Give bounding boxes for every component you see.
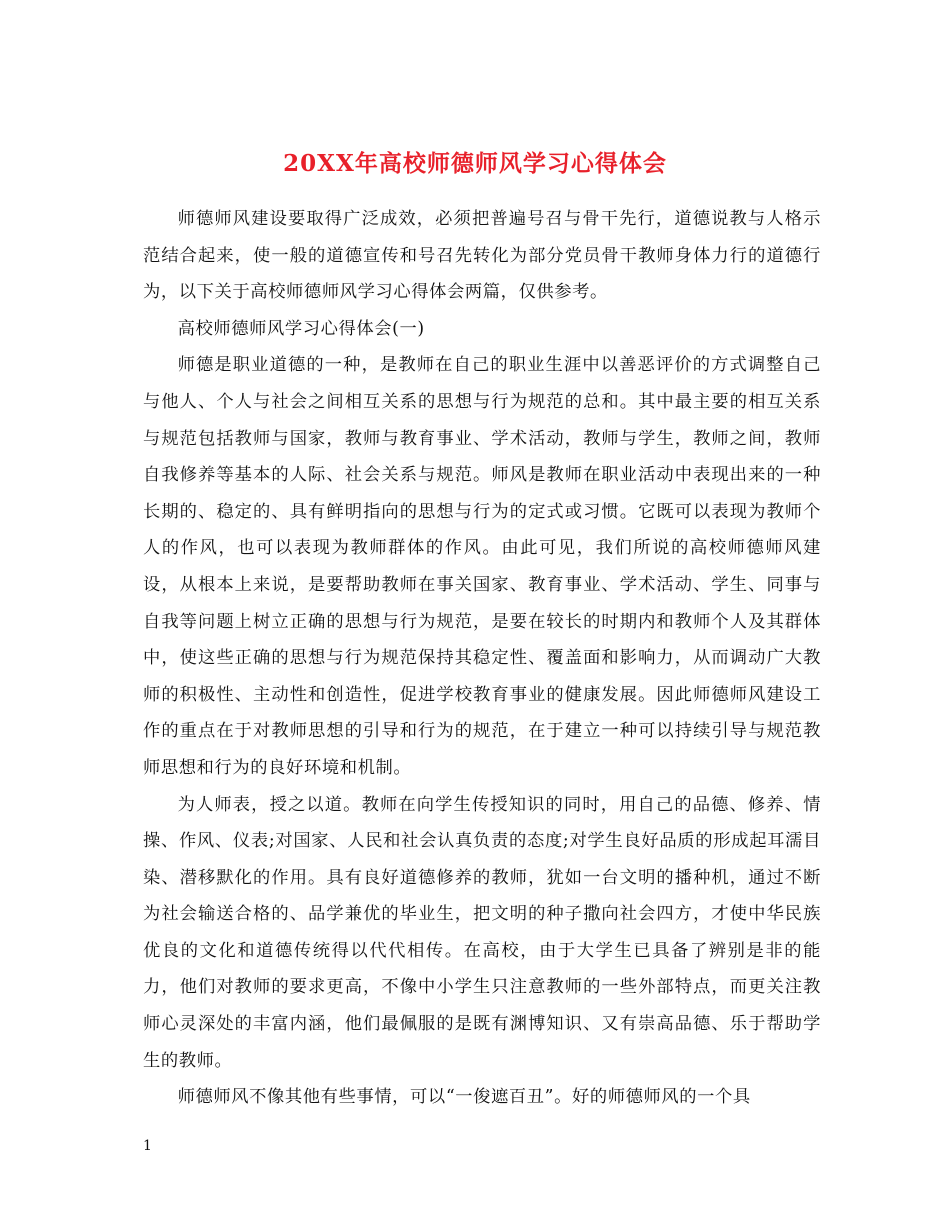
intro-paragraph: 师德师风建设要取得广泛成效，必须把普遍号召与骨干先行，道德说教与人格示范结合起来，使一般的道德宣传和号召先转化为部分党员骨干教师身体力行的道德行为，以下关于高校师德师风学习心得体会两篇，仅供参考。 <box>143 209 821 303</box>
section-heading: 高校师德师风学习心得体会(一) <box>177 318 425 339</box>
document-title: 20XX年高校师德师风学习心得体会 <box>283 150 667 178</box>
page-number: 1 <box>143 1138 152 1154</box>
body-paragraph: 师德师风不像其他有些事情，可以“一俊遮百丑”。好的师德师风的一个具 <box>177 1087 751 1108</box>
body-paragraph: 师德是职业道德的一种，是教师在自己的职业生涯中以善恶评价的方式调整自己与他人、个人与社会之间相互关系的思想与行为规范的总和。其中最主要的相互关系与规范包括教师与国家，教师与教育事业、学术活动，教师与学生，教师之间，教师自我修养等基本的人际、社会关系与规范。师风是教师在职业活动中表现出来的一种长期的、稳定的、具有鲜明指向的思想与行为的定式或习惯。它既可以表现为教师个人的作风，也可以表现为教师群体的作风。由此可见，我们所说的高校师德师风建设，从根本上来说，是要帮助教师在事关国家、教育事业、学术活动、学生、同事与自我等问题上树立正确的思想与行为规范，是要在较长的时期内和教师个人及其群体中，使这些正确的思想与行为规范保持其稳定性、覆盖面和影响力，从而调动广大教师的积极性、主动性和创造性，促进学校教育事业的健康发展。因此师德师风建设工作的重点在于对教师思想的引导和行为的规范，在于建立一种可以持续引导与规范教师思想和行为的良好环境和机制。 <box>143 355 821 778</box>
body-paragraph: 为人师表，授之以道。教师在向学生传授知识的同时，用自己的品德、修养、情操、作风、仪表;对国家、人民和社会认真负责的态度;对学生良好品质的形成起耳濡目染、潜移默化的作用。具有良好道德修养的教师，犹如一台文明的播种机，通过不断为社会输送合格的、品学兼优的毕业生，把文明的种子撒向社会四方，才使中华民族优良的文化和道德传统得以代代相传。在高校，由于大学生已具备了辨别是非的能力，他们对教师的要求更高，不像中小学生只注意教师的一些外部特点，而更关注教师心灵深处的丰富内涵，他们最佩服的是既有渊博知识、又有崇高品德、乐于帮助学生的教师。 <box>143 794 821 1071</box>
document-body <box>143 201 821 1116</box>
